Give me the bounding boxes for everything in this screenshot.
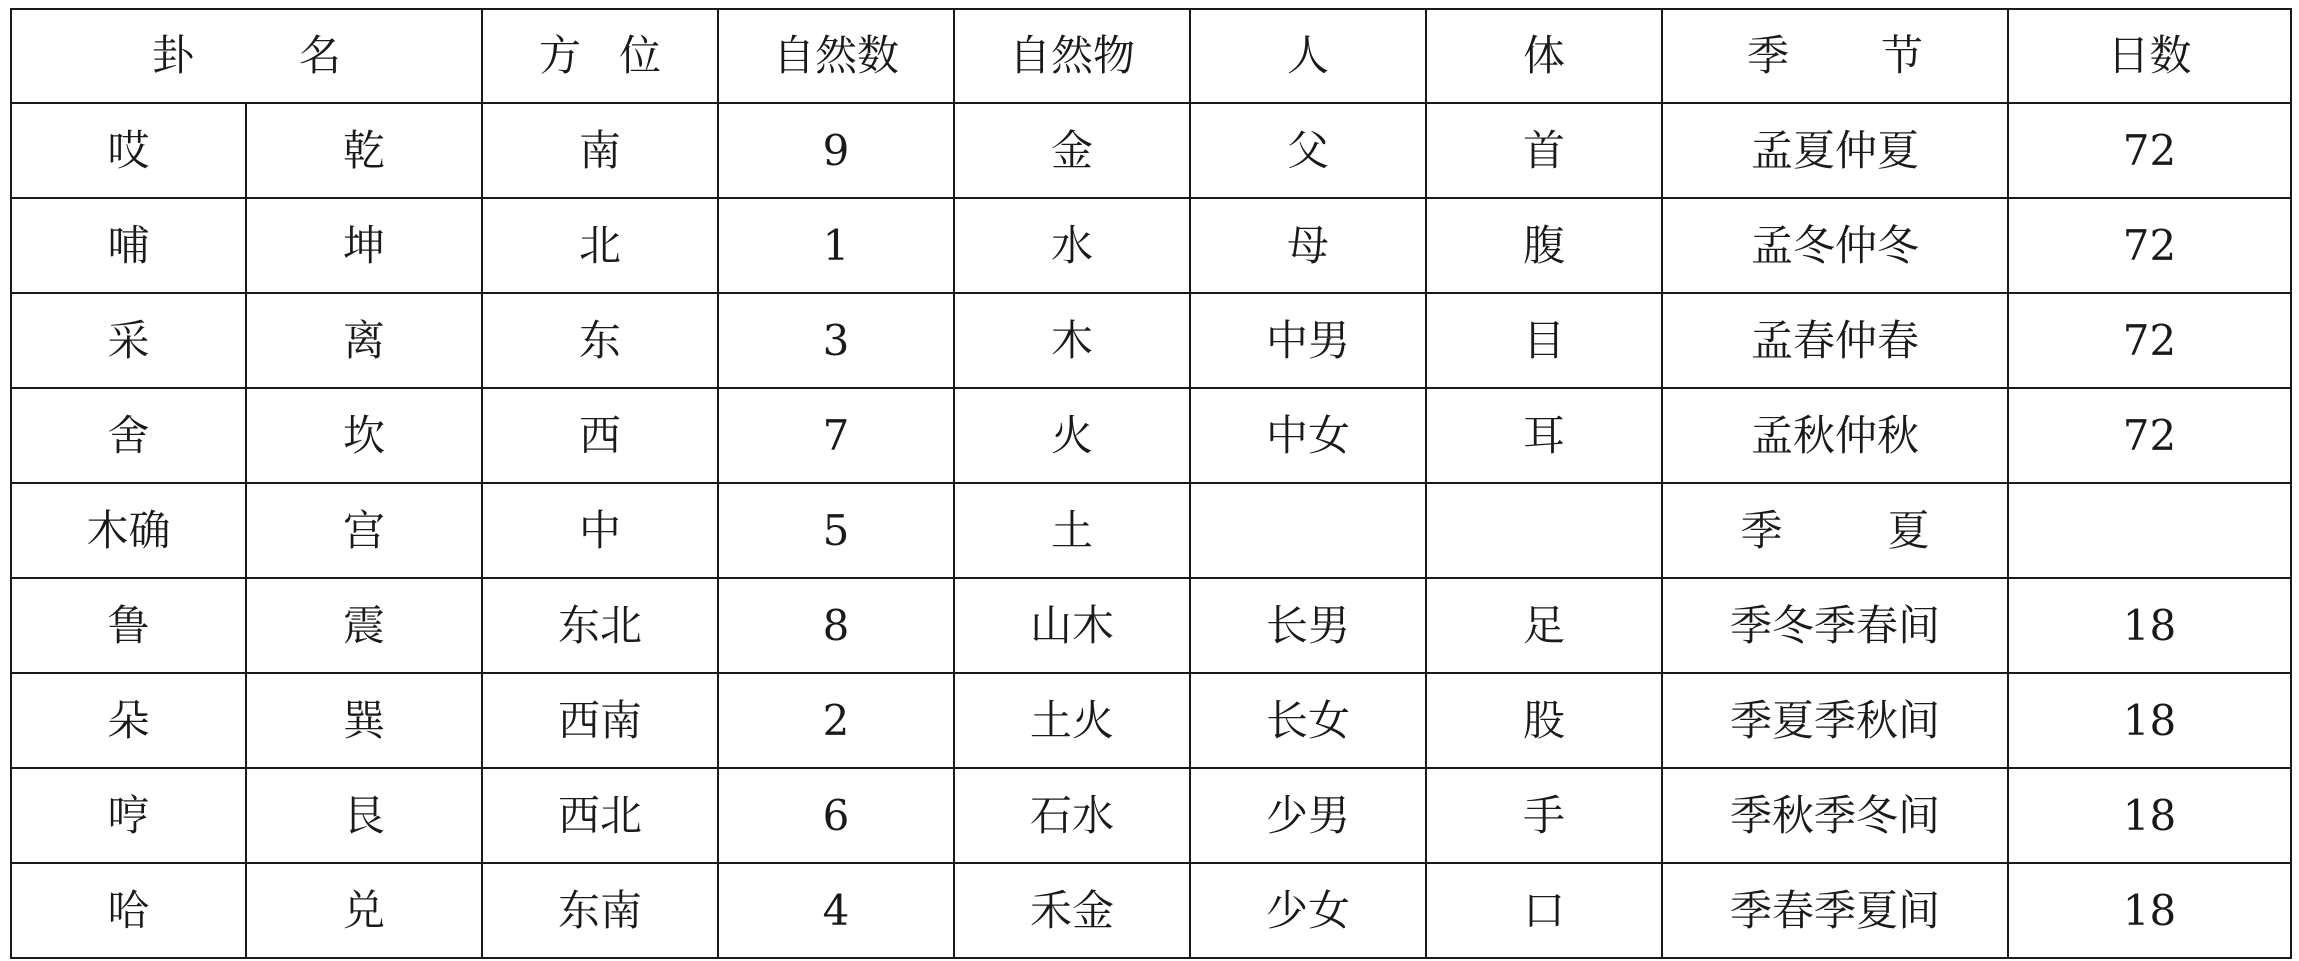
header-season-char-1: 季	[1746, 31, 1789, 80]
header-gua-name	[11, 9, 482, 103]
cell-sound: 舍	[11, 388, 246, 483]
cell-season: 季春季夏间	[1662, 863, 2008, 958]
table-row	[11, 768, 2291, 863]
cell-number: 1	[718, 198, 954, 293]
cell-direction: 中	[482, 483, 718, 578]
header-natural-object: 自然物	[954, 9, 1190, 103]
cell-days: 72	[2008, 198, 2291, 293]
cell-body: 口	[1426, 863, 1662, 958]
cell-days: 72	[2008, 293, 2291, 388]
cell-gua: 离	[246, 293, 482, 388]
cell-gua: 坎	[246, 388, 482, 483]
cell-direction: 东	[482, 293, 718, 388]
cell-season: 孟秋仲秋	[1662, 388, 2008, 483]
header-season	[1662, 9, 2008, 103]
header-gua-name-char-2: 名	[299, 31, 342, 80]
header-body: 体	[1426, 9, 1662, 103]
cell-direction: 西北	[482, 768, 718, 863]
cell-body: 目	[1426, 293, 1662, 388]
cell-sound: 哼	[11, 768, 246, 863]
cell-object: 木	[954, 293, 1190, 388]
cell-sound: 朵	[11, 673, 246, 768]
cell-body: 手	[1426, 768, 1662, 863]
cell-days: 18	[2008, 768, 2291, 863]
cell-person: 母	[1190, 198, 1426, 293]
cell-gua: 艮	[246, 768, 482, 863]
cell-body	[1426, 483, 1662, 578]
cell-days: 18	[2008, 578, 2291, 673]
cell-person: 中女	[1190, 388, 1426, 483]
table-row	[11, 293, 2291, 388]
cell-body: 足	[1426, 578, 1662, 673]
cell-season: 季冬季春间	[1662, 578, 2008, 673]
table-row	[11, 673, 2291, 768]
cell-gua: 巽	[246, 673, 482, 768]
cell-days	[2008, 483, 2291, 578]
table-row	[11, 388, 2291, 483]
cell-gua: 震	[246, 578, 482, 673]
cell-number: 3	[718, 293, 954, 388]
cell-season: 季秋季冬间	[1662, 768, 2008, 863]
cell-body: 股	[1426, 673, 1662, 768]
cell-direction: 南	[482, 103, 718, 198]
header-person: 人	[1190, 9, 1426, 103]
cell-person: 父	[1190, 103, 1426, 198]
cell-person: 少女	[1190, 863, 1426, 958]
cell-number: 7	[718, 388, 954, 483]
table-row	[11, 578, 2291, 673]
cell-season-char-1: 季	[1740, 505, 1783, 555]
cell-direction: 北	[482, 198, 718, 293]
cell-season	[1662, 483, 2008, 578]
cell-person: 长女	[1190, 673, 1426, 768]
cell-object: 禾金	[954, 863, 1190, 958]
cell-sound: 鲁	[11, 578, 246, 673]
cell-object: 石水	[954, 768, 1190, 863]
cell-object: 山木	[954, 578, 1190, 673]
header-direction	[482, 9, 718, 103]
cell-number: 2	[718, 673, 954, 768]
cell-sound: 木确	[11, 483, 246, 578]
table-row	[11, 103, 2291, 198]
header-direction-char-2: 位	[619, 31, 662, 80]
cell-direction: 西	[482, 388, 718, 483]
cell-days: 72	[2008, 388, 2291, 483]
cell-season: 季夏季秋间	[1662, 673, 2008, 768]
cell-season: 孟春仲春	[1662, 293, 2008, 388]
cell-body: 耳	[1426, 388, 1662, 483]
cell-object: 水	[954, 198, 1190, 293]
cell-gua: 乾	[246, 103, 482, 198]
header-natural-number: 自然数	[718, 9, 954, 103]
cell-season: 孟夏仲夏	[1662, 103, 2008, 198]
cell-gua: 宫	[246, 483, 482, 578]
cell-person	[1190, 483, 1426, 578]
cell-number: 9	[718, 103, 954, 198]
cell-body: 首	[1426, 103, 1662, 198]
cell-person: 中男	[1190, 293, 1426, 388]
cell-number: 6	[718, 768, 954, 863]
cell-sound: 哈	[11, 863, 246, 958]
cell-sound: 哺	[11, 198, 246, 293]
cell-season: 孟冬仲冬	[1662, 198, 2008, 293]
cell-object: 金	[954, 103, 1190, 198]
header-row	[11, 9, 2291, 103]
cell-gua: 坤	[246, 198, 482, 293]
cell-person: 少男	[1190, 768, 1426, 863]
cell-object: 火	[954, 388, 1190, 483]
cell-number: 8	[718, 578, 954, 673]
cell-direction: 东北	[482, 578, 718, 673]
header-direction-char-1: 方	[538, 31, 581, 80]
cell-season-char-2: 夏	[1887, 505, 1930, 555]
table-row	[11, 863, 2291, 958]
gua-table-container	[10, 8, 2290, 953]
cell-sound: 哎	[11, 103, 246, 198]
table-row	[11, 198, 2291, 293]
cell-body: 腹	[1426, 198, 1662, 293]
cell-object: 土	[954, 483, 1190, 578]
cell-direction: 东南	[482, 863, 718, 958]
gua-table	[10, 8, 2292, 959]
header-days: 日数	[2008, 9, 2291, 103]
cell-number: 5	[718, 483, 954, 578]
cell-number: 4	[718, 863, 954, 958]
cell-gua: 兑	[246, 863, 482, 958]
header-season-char-2: 节	[1881, 31, 1924, 80]
cell-person: 长男	[1190, 578, 1426, 673]
table-row	[11, 483, 2291, 578]
cell-direction: 西南	[482, 673, 718, 768]
cell-days: 18	[2008, 863, 2291, 958]
cell-object: 土火	[954, 673, 1190, 768]
cell-days: 72	[2008, 103, 2291, 198]
cell-sound: 采	[11, 293, 246, 388]
cell-days: 18	[2008, 673, 2291, 768]
header-gua-name-char-1: 卦	[151, 31, 194, 80]
